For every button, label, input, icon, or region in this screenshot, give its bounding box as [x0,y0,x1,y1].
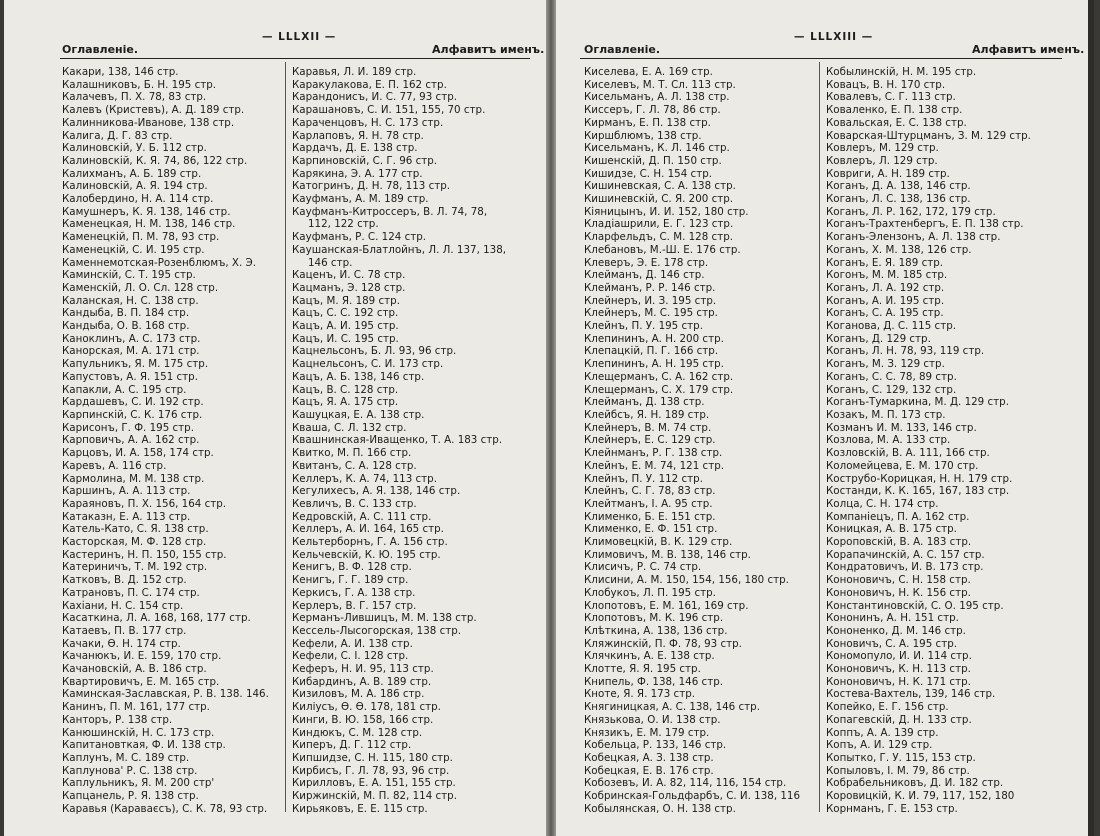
index-entry: Кардашевъ, С. И. 192 стр. [62,396,204,409]
index-entry: Калиновскій, А. Я. 194 стр. [62,180,208,193]
index-entry: Кашуцкая, Е. А. 138 стр. [292,408,425,421]
index-entry: Коганъ, Л. С. 138, 136 стр. [826,193,971,206]
index-entry: Коломейцева, Е. М. 170 стр. [826,459,979,472]
index-entry: Канторъ, Р. 138 стр. [62,713,173,726]
book-gutter [546,0,556,836]
index-entry: Кострубо-Корицкая, Н. Н. 179 стр. [826,472,1013,485]
header-contents: Оглавленіе. [584,43,661,56]
index-entry: Каплунова' Р. С. 138 стр. [62,764,198,777]
index-entry: Кинги, В. Ю. 158, 166 стр. [292,713,434,726]
index-entry: Кишидзе, С. Н. 154 стр. [584,167,713,180]
index-entry: Кононовичъ, Н. К. 156 стр. [826,586,971,599]
index-entry: Климовецкій, В. К. 129 стр. [584,536,733,549]
index-entry: Клейбсъ, Я. Н. 189 стр. [584,408,710,421]
index-entry: Клейнъ, П. У. 112 стр. [584,472,703,485]
index-entry: Коганъ, Л. Н. 78, 93, 119 стр. [826,345,985,358]
index-entry: Катаевъ, П. В. 177 стр. [62,624,187,637]
index-entry: Капакли, А. С. 195 стр. [62,383,187,396]
index-entry: Каравья (Караваєсъ), С. К. 78, 93 стр. [62,802,268,815]
index-entry: Кацъ, М. Я. 189 стр. [292,294,400,307]
index-entry: Каплульникъ, Я. М. 200 стр' [62,777,215,790]
index-entry: Капитановткая, Ф. И. 138 стр. [62,739,226,752]
index-entry: Кацъ, С. С. 192 стр. [292,307,399,320]
index-entry: Кизиловъ, М. А. 186 стр. [292,688,425,701]
index-entry: Киселева, Е. А. 169 стр. [584,66,713,78]
index-entry: Каршинъ, А. А. 113 стр. [62,485,191,498]
index-entry: Климовичъ, М. В. 138, 146 стр. [584,548,751,561]
index-entry: Киржинскій, М. П. 82, 114 стр. [292,790,457,803]
index-entry: Квитко, М. П. 166 стр. [292,447,412,460]
index-entry: Каценъ, И. С. 78 стр. [292,269,406,282]
index-entry: Кирьяковъ, Е. Е. 115 стр. [292,802,428,815]
index-entry: Калиновскій, У. Б. 112 стр. [62,142,207,155]
index-entry: Киссеръ, Г. Л. 78, 86 стр. [584,104,721,117]
index-entry: Ковлеръ, М. 129 стр. [826,142,939,155]
index-entry: Касаткина, Л. А. 168, 168, 177 стр. [62,612,251,625]
index-entry: Кляжинскій, П. Ф. 78, 93 стр. [584,637,742,650]
index-entry: Кононовичъ, С. Н. 158 стр. [826,574,971,587]
index-entry: Клопотовъ, М. К. 196 стр. [584,612,724,625]
index-entry: Коганъ, А. И. 195 стр. [826,294,945,307]
index-entry: Карцовъ, И. А. 158, 174 стр. [62,447,214,460]
index-entry: Кононовичъ, Н. К. 171 стр. [826,675,971,688]
index-entry: Кенигъ, Г. Г. 189 стр. [292,574,409,587]
index-entry: Капустовъ, А. Я. 151 стр. [62,370,198,383]
index-entry: Компаніецъ, П. А. 162 стр. [826,510,970,523]
index-entry: Клименко, Б. Е. 151 стр. [584,510,716,523]
index-entry: Каушанская-Блатлойнъ, Л. Л. 137, 138, [292,243,507,256]
index-entry: Коганъ, Е. Я. 189 стр. [826,256,944,269]
index-entry: Кацманъ, Э. 128 стр. [292,281,406,294]
index-entry: Клейнъ, С. Г. 78, 83 стр. [584,485,716,498]
index-entry: Касторская, М. Ф. 128 стр. [62,536,207,549]
index-entry: Кегулихесъ, А. Я. 138, 146 стр. [292,485,461,498]
index-entry: Короповскій, В. А. 183 стр. [826,536,972,549]
index-column [62,66,286,816]
index-entry: Карпиновскій, С. Г. 96 стр. [292,154,438,167]
index-entry: Клебановъ, М.-Ш. Е. 176 стр. [584,243,741,256]
index-entry: Костанди, К. К. 165, 167, 183 стр. [826,485,1010,498]
index-entry: Кармолина, М. М. 138 стр. [62,472,205,485]
index-entry: Коганъ, Х. М. 138, 126 стр. [826,243,972,256]
index-entry: Клейнманъ, Р. Г. 138 стр. [584,447,723,460]
index-entry: Князькова, О. И. 138 стр. [584,713,721,726]
index-entry: Кондратовичъ, И. В. 173 стр. [826,561,984,574]
index-entry: Кобылянская, О. Н. 138 стр. [584,802,736,815]
index-entry: Коганъ-Тумаркина, М. Д. 129 стр. [826,396,1009,409]
index-entry: Кладіашрили, Е. Г. 123 стр. [584,218,734,231]
index-entry: Катериничъ, Т. М. 192 стр. [62,561,208,574]
index-entry: Козлова, М. А. 133 стр. [826,434,951,447]
index-entry: Каревъ, А. 116 стр. [62,459,167,472]
index-entry: Кедровскій, А. С. 111 стр. [292,510,432,523]
index-entry: Коровицкій, К. И. 79, 117, 152, 180 [826,790,1015,803]
index-entry: 112, 122 стр. [308,218,379,231]
header-alphabet: Алфавитъ именъ. [972,43,1085,56]
index-entry: Клепининъ, А. Н. 195 стр. [584,358,724,371]
index-entry: Кобельца, Р. 133, 146 стр. [584,739,727,752]
index-entry: Катогринъ, Д. Н. 78, 113 стр. [292,180,451,193]
index-entry: Коганъ-Трахтенбергъ, Е. П. 138 стр. [826,218,1024,231]
index-entry: Кларфельдъ, С. М. 128 стр. [584,231,734,244]
index-entry: Кацнельсонъ, Б. Л. 93, 96 стр. [292,345,457,358]
index-entry: Канорская, М. А. 171 стр. [62,345,200,358]
index-entry: Кацъ, А. Б. 138, 146 стр. [292,370,425,383]
index-entry: Клѣткина, А. 138, 136 стр. [584,624,728,637]
index-entry: Карлаповъ, Я. Н. 78 стр. [292,129,424,142]
index-entry: Каменецкій, П. М. 78, 93 стр. [62,231,220,244]
index-entry: Клеверъ, Э. Е. 178 стр. [584,256,709,269]
index-entry: Кобецкая, Е. В. 176 стр. [584,764,714,777]
index-entry: Клепацкій, П. Г. 166 стр. [584,345,719,358]
index-entry: Клотте, Я. Я. 195 стр. [584,663,701,676]
index-entry: Кишиневская, С. А. 138 стр. [584,180,736,193]
index-entry: Катрановъ, П. С. 174 стр. [62,586,200,599]
index-entry: Кишенскій, Д. П. 150 стр. [584,154,722,167]
index-entry: Клейманъ, Д. 138 стр. [584,396,705,409]
index-entry: Копытко, Г. У. 115, 153 стр. [826,751,976,764]
index-entry: Копъ, А. И. 129 стр. [826,739,933,752]
index-entry: Кацнельсонъ, С. И. 173 стр. [292,358,444,371]
index-entry: Каменскій, Л. О. Сл. 128 стр. [62,281,219,294]
index-entry: Кессель-Лысогорская, 138 стр. [292,624,462,637]
index-entry: Кобрабельниковъ, Д. И. 182 стр. [826,777,1004,790]
index-entry: Кобылинскій, Н. М. 195 стр. [826,66,977,78]
index-entry: Кефели, С. І. 128 стр. [292,650,409,663]
index-entry: Катель-Като, С. Я. 138 стр. [62,523,209,536]
index-entry: Кипшидзе, С. Н. 115, 180 стр. [292,751,453,764]
index-entry: Кобецкая, А. З. 138 стр. [584,751,714,764]
index-entry: Калачевъ, П. Х. 78, 83 стр. [62,91,207,104]
index-entry: Коппъ, А. А. 139 стр. [826,726,939,739]
index-entry: Кауфманъ, А. М. 189 стр. [292,193,429,206]
index-entry: Киршблюмъ, 138 стр. [584,129,702,142]
index-entry: Клейтманъ, І. А. 95 стр. [584,497,713,510]
index-entry: Канюшинскій, Н. С. 173 стр. [62,726,215,739]
index-entry: Кономопуло, И. И. 114 стр. [826,650,972,663]
index-entry: Какари, 138, 146 стр. [62,66,179,78]
index-entry: Коганъ, С. А. 195 стр. [826,307,944,320]
index-entry: Кауфманъ, Р. С. 124 стр. [292,231,427,244]
index-entry: Кисельманъ, К. Л. 146 стр. [584,142,730,155]
index-entry: Клейнъ, Е. М. 74, 121 стр. [584,459,724,472]
index-entry: Кіяницынъ, И. И. 152, 180 стр. [584,205,749,218]
header-alphabet: Алфавитъ именъ. [432,43,545,56]
index-entry: Калиновскій, К. Я. 74, 86, 122 стр. [62,154,248,167]
index-entry: Капцанель, Р. Я. 138 стр. [62,790,199,803]
index-entry: Кацъ, Я. А. 175 стр. [292,396,399,409]
index-entry: 146 стр. [308,256,353,269]
column-divider [819,62,820,812]
index-entry: Кононинъ, А. Н. 151 стр. [826,612,959,625]
index-entry: Кандыба, О. В. 168 стр. [62,320,190,333]
index-entry: Клисичъ, Р. С. 74 стр. [584,561,702,574]
index-entry: Коновичъ, С. А. 195 стр. [826,637,958,650]
index-entry: Киндюкъ, С. М. 128 стр. [292,726,423,739]
index-entry: Калевъ (Кристевъ), А. Д. 189 стр. [62,104,245,117]
index-entry: Кирманъ, Е. П. 138 стр. [584,116,711,129]
index-entry: Княгиницкая, А. С. 138, 146 стр. [584,701,760,714]
index-entry: Карпинскій, С. К. 176 стр. [62,408,203,421]
index-entry: Кноте, Я. Я. 173 стр. [584,688,696,701]
index-entry: Кенигъ, В. Ф. 128 стр. [292,561,412,574]
index-entry: Карповичъ, А. А. 162 стр. [62,434,200,447]
header-rule [580,58,1062,59]
index-entry: Каравья, Л. И. 189 стр. [292,66,417,78]
index-entry: Келлеръ, А. И. 164, 165 стр. [292,523,444,536]
index-entry: Кастеринъ, Н. П. 150, 155 стр. [62,548,227,561]
index-entry: Киселевъ, М. Т. Сл. 113 стр. [584,78,736,91]
index-entry: Кононенко, Д. М. 146 стр. [826,624,966,637]
index-entry: Козакъ, М. П. 173 стр. [826,408,946,421]
index-entry: Кисельманъ, А. Л. 138 стр. [584,91,730,104]
index-entry: Кацъ, А. И. 195 стр. [292,320,399,333]
index-entry: Канинъ, П. М. 161, 177 стр. [62,701,210,714]
index-entry: Когонъ, М. М. 185 стр. [826,269,948,282]
index-column [826,66,1066,816]
index-entry: Ковацъ, В. Н. 170 стр. [826,78,946,91]
index-entry: Келлеръ, К. А. 74, 113 стр. [292,472,437,485]
index-entry: Карякина, Э. А. 177 стр. [292,167,423,180]
index-entry: Кацъ, И. С. 195 стр. [292,332,399,345]
index-entry: Керлеръ, В. Г. 157 стр. [292,599,417,612]
index-entry: Ковриги, А. Н. 189 стр. [826,167,950,180]
index-entry: Каминскій, С. Т. 195 стр. [62,269,196,282]
index-entry: Камушнеръ, К. Я. 138, 146 стр. [62,205,231,218]
index-entry: Карашановъ, С. И. 151, 155, 70 стр. [292,104,486,117]
index-entry: Калинникова-Иванове, 138 стр. [62,116,235,129]
index-entry: Квитанъ, С. А. 128 стр. [292,459,417,472]
index-entry: Клейнеръ, Е. С. 129 стр. [584,434,716,447]
index-entry: Каменецкій, С. И. 195 стр. [62,243,205,256]
index-entry: Козманъ И. М. 133, 146 стр. [826,421,977,434]
index-entry: Каминская-Заславская, Р. В. 138. 146. [62,688,269,701]
index-entry: Кацъ, В. С. 128 стр. [292,383,399,396]
index-entry: Коганъ, Л. А. 192 стр. [826,281,945,294]
index-entry: Клейманъ, Д. 146 стр. [584,269,705,282]
index-entry: Караченцовъ, Н. С. 173 стр. [292,116,444,129]
index-entry: Каноклинъ, А. С. 173 стр. [62,332,201,345]
index-entry: Коганъ, Л. Р. 162, 172, 179 стр. [826,205,996,218]
index-entry: Коганъ, С. 129, 132 стр. [826,383,957,396]
index-entry: Корнманъ, Г. Е. 153 стр. [826,802,958,815]
index-entry: Клейнеръ, И. З. 195 стр. [584,294,717,307]
index-entry: Коганъ-Элензонъ, А. Л. 138 стр. [826,231,1001,244]
index-entry: Клейнеръ, М. С. 195 стр. [584,307,718,320]
index-entry: Коганъ, М. З. 129 стр. [826,358,945,371]
index-entry: Кобринская-Гольдфарбъ, С. И. 138, 116 [584,790,801,803]
index-entry: Кахіани, Н. С. 154 стр. [62,599,184,612]
index-entry: Клейманъ, Р. Р. 146 стр. [584,281,716,294]
index-entry: Кардачъ, Д. Е. 138 стр. [292,142,418,155]
index-column [584,66,818,816]
index-entry: Клейнъ, П. У. 195 стр. [584,320,703,333]
index-entry: Калашниковъ, Б. Н. 195 стр. [62,78,217,91]
index-entry: Керманъ-Лившицъ, М. М. 138 стр. [292,612,477,625]
index-entry: Кибардинъ, А. В. 189 стр. [292,675,432,688]
index-entry: Кобозевъ, И. А. 82, 114, 116, 154 стр. [584,777,787,790]
index-entry: Качановскій, А. В. 186 стр. [62,663,207,676]
index-entry: Коганова, Д. С. 115 стр. [826,320,957,333]
index-entry: Корапачинскій, А. С. 157 стр. [826,548,985,561]
index-entry: Качанюкъ, И. Е. 159, 170 стр. [62,650,222,663]
index-entry: Кефели, А. И. 138 стр. [292,637,413,650]
index-entry: Копейко, Е. Г. 156 стр. [826,701,949,714]
index-entry: Кваша, С. Л. 132 стр. [292,421,407,434]
index-entry: Кононовичъ, К. Н. 113 стр. [826,663,971,676]
index-entry: Караяновъ, П. Х. 156, 164 стр. [62,497,227,510]
index-entry: Копыловъ, І. М. 79, 86 стр. [826,764,970,777]
index-entry: Квашнинская-Иващенко, Т. А. 183 стр. [292,434,503,447]
index-entry: Кеферъ, Н. И. 95, 113 стр. [292,663,434,676]
index-entry: Каланская, Н. С. 138 стр. [62,294,199,307]
index-entry: Карандонисъ, И. С. 77, 93 стр. [292,91,458,104]
index-entry: Коганъ, Д. А. 138, 146 стр. [826,180,971,193]
page-number: — LLLXII — [262,31,337,43]
header-contents: Оглавленіе. [62,43,139,56]
index-entry: Квартировичъ, Е. М. 165 стр. [62,675,220,688]
index-entry: Калига, Д. Г. 83 стр. [62,129,173,142]
index-entry: Карисонъ, Г. Ф. 195 стр. [62,421,194,434]
index-entry: Клименко, Е. Ф. 151 стр. [584,523,718,536]
index-entry: Клепининъ, А. Н. 200 стр. [584,332,724,345]
index-entry: Кельчевскій, К. Ю. 195 стр. [292,548,441,561]
index-entry: Книпель, Ф. 138, 146 стр. [584,675,724,688]
index-entry: Кельтерборнъ, Г. А. 156 стр. [292,536,448,549]
index-entry: Кишиневскій, С. Я. 200 стр. [584,193,734,206]
index-entry: Киперъ, Д. Г. 112 стр. [292,739,412,752]
left-page [4,0,546,836]
index-entry: Каракулакова, Е. П. 162 стр. [292,78,447,91]
index-entry: Кевличъ, В. С. 133 стр. [292,497,417,510]
index-entry: Ковалевъ, С. Г. 113 стр. [826,91,956,104]
index-entry: Клещерманъ, С. Х. 179 стр. [584,383,734,396]
index-entry: Катковъ, В. Д. 152 стр. [62,574,187,587]
index-entry: Костева-Вахтель, 139, 146 стр. [826,688,996,701]
index-entry: Каменнемотская-Розенблюмъ, Х. Э. [62,256,256,269]
index-entry: Клобукоъ, Л. П. 195 стр. [584,586,716,599]
index-entry: Калобердино, Н. А. 114 стр. [62,193,214,206]
index-entry: Константиновскій, С. О. 195 стр. [826,599,1004,612]
index-entry: Клейнеръ, В. М. 74 стр. [584,421,712,434]
index-entry: Керкисъ, Г. А. 138 стр. [292,586,416,599]
index-entry: Клещерманъ, С. А. 162 стр. [584,370,734,383]
index-entry: Ковлеръ, Л. 129 стр. [826,154,938,167]
index-entry: Копагевскій, Д. Н. 133 стр. [826,713,972,726]
index-column [292,66,528,816]
index-entry: Кандыба, В. П. 184 стр. [62,307,190,320]
index-entry: Клопотовъ, Е. М. 161, 169 стр. [584,599,749,612]
index-entry: Качаки, Ѳ. Н. 174 стр. [62,637,181,650]
header-rule [60,58,530,59]
index-entry: Катаказн, Е. А. 113 стр. [62,510,191,523]
page-edge [1088,0,1094,836]
index-entry: Князикъ, Е. М. 179 стр. [584,726,710,739]
index-entry: Кирбисъ, Г. Л. 78, 93, 96 стр. [292,764,450,777]
index-entry: Колца, С. Н. 174 стр. [826,497,939,510]
index-entry: Коганъ, С. С. 78, 89 стр. [826,370,957,383]
index-entry: Каплунъ, М. С. 189 стр. [62,751,190,764]
index-entry: Капульникъ, Я. М. 175 стр. [62,358,209,371]
index-entry: Кауфманъ-Китроссеръ, В. Л. 74, 78, [292,205,488,218]
page-number: — LLLXIII — [794,31,874,43]
index-entry: Коварская-Штурцманъ, З. М. 129 стр. [826,129,1031,142]
index-entry: Коницкая, А. В. 175 стр. [826,523,957,536]
right-page [556,0,1094,836]
index-entry: Коваленко, Е. П. 138 стр. [826,104,963,117]
index-entry: Клячкинъ, А. Е. 138 стр. [584,650,715,663]
index-entry: Калихманъ, А. Б. 189 стр. [62,167,202,180]
index-entry: Коганъ, Д. 129 стр. [826,332,931,345]
index-entry: Клисини, А. М. 150, 154, 156, 180 стр. [584,574,789,587]
index-entry: Кирилловъ, Е. А. 151, 155 стр. [292,777,456,790]
column-divider [285,62,286,812]
index-entry: Козловскій, В. А. 111, 166 стр. [826,447,990,460]
index-entry: Ковальская, Е. С. 138 стр. [826,116,967,129]
index-entry: Каменецкая, Н. М. 138, 146 стр. [62,218,236,231]
index-entry: Килiусъ, Ѳ. Ѳ. 178, 181 стр. [292,701,441,714]
